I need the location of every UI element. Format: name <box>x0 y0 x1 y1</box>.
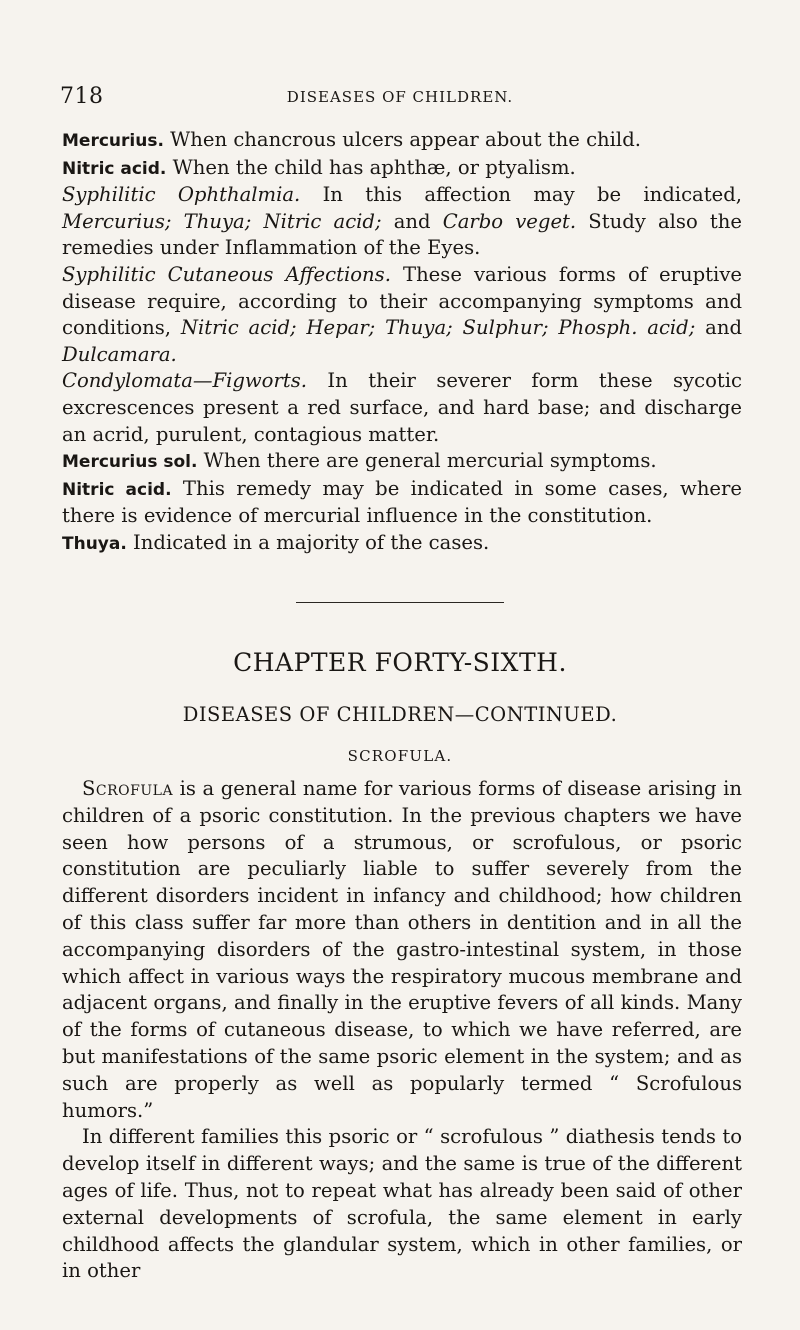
section-title: DISEASES OF CHILDREN—CONTINUED. <box>182 703 618 726</box>
running-head <box>0 84 800 112</box>
paragraph-text: is a general name for various forms of disease arising in children of a psoric constitution. In the previous chapters we have seen how persons of a strumous, or scrofulous, or psoric constitution are peculiarly liable to suffer severely from the different disorders incident in infancy and childhood; how children of this class suffer far more than others in dentition and in all the accompanying disorders of the gastro-intestinal system, in those which affect in various ways the respiratory mucous membrane and adjacent organs, and finally in the eruptive fevers of all kinds. Many of the forms of cutaneous disease, to which we have referred, are but manifestations of the same psoric element in the system; and as such are properly as well as popularly termed “ Scrofulous humors.” <box>62 777 742 1122</box>
remedy-text: Indicated in a majority of the cases. <box>126 530 490 554</box>
remedy-text: When chancrous ulcers appear about the child. <box>163 128 641 151</box>
lead-word: Scrofula <box>82 777 174 800</box>
remedy-entry <box>62 476 742 530</box>
affection-heading: Syphilitic Cutaneous Affections. <box>62 262 391 286</box>
remedy-italic: Mercurius; Thuya; Nitric acid; <box>62 209 382 233</box>
affection-entry <box>62 368 742 448</box>
remedy-name: Nitric acid. <box>62 479 172 500</box>
affection-entry <box>62 182 742 262</box>
remedy-entry <box>62 127 742 155</box>
remedy-entry <box>62 448 742 476</box>
remedy-list <box>62 127 742 558</box>
remedy-entry <box>62 155 742 183</box>
remedy-italic: Carbo veget. <box>442 209 577 233</box>
remedy-name: Nitric acid. <box>62 158 167 179</box>
chapter-title: CHAPTER FORTY-SIXTH. <box>233 648 567 677</box>
remedy-name: Thuya. <box>62 533 127 554</box>
affection-text: These various forms of eruptive disease require, according to their accompanying symptoms and conditions, <box>62 262 742 340</box>
page-number: 718 <box>60 84 104 109</box>
remedy-italic: Dulcamara. <box>62 342 177 366</box>
affection-text: In this affection may be indicated, <box>300 183 742 207</box>
section-divider <box>296 602 504 603</box>
affection-entry <box>62 262 742 368</box>
remedy-name: Mercurius sol. <box>62 452 198 473</box>
affection-heading: Condylomata—Figworts. <box>62 369 307 393</box>
remedy-name: Mercurius. <box>62 131 164 151</box>
chapter-body <box>62 776 742 1285</box>
remedy-text: This remedy may be indicated in some cases, where there is evidence of mercurial influence in the constitution. <box>62 476 742 528</box>
affection-text: In their severer form these sycotic excrescences present a red surface, and hard base; and discharge an acrid, purulent, contagious matter. <box>62 369 742 446</box>
paragraph-text: In different families this psoric or “ scrofulous ” diathesis tends to develop itself in different ways; and the same is true of the different ages of life. Thus, not to repeat what has already been said of other external developments of scrofula, the same element in early childhood affects the glandular system, which in other families, or in other <box>62 1125 742 1283</box>
remedy-entry <box>62 530 742 558</box>
affection-text: and <box>695 316 742 340</box>
subsection-title: SCROFULA. <box>347 747 453 765</box>
affection-text: and <box>381 209 443 233</box>
affection-heading: Syphilitic Ophthalmia. <box>62 183 301 207</box>
body-paragraph <box>62 776 742 1124</box>
remedy-text: When there are general mercurial symptoms. <box>197 449 657 473</box>
remedy-text: When the child has aphthæ, or ptyalism. <box>166 155 576 179</box>
running-title: DISEASES OF CHILDREN. <box>286 88 514 106</box>
affection-text: Study also the remedies under Inflammation of the Eyes. <box>62 209 743 260</box>
remedy-italic: Nitric acid; Hepar; Thuya; Sulphur; Phosph. acid; <box>180 316 696 340</box>
body-paragraph <box>62 1124 742 1285</box>
